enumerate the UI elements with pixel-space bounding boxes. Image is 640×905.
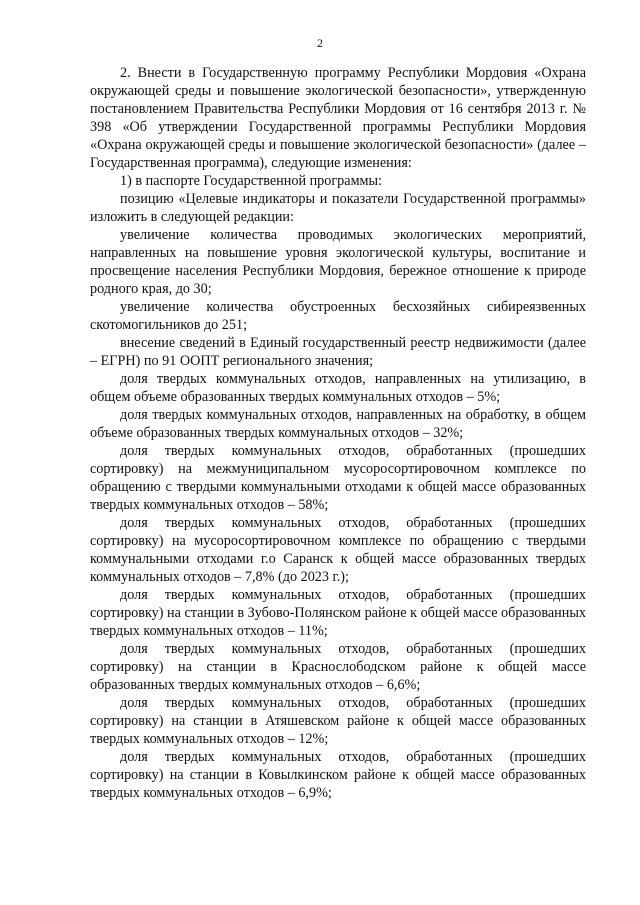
paragraph: 1) в паспорте Государственной программы: bbox=[120, 173, 383, 189]
paragraph: позицию «Целевые индикаторы и показатели Государственной программы» изложить в следующей редакции: bbox=[90, 191, 586, 225]
paragraph: увеличение количества обустроенных бесхозяйных сибиреязвенных скотомогильников до 251; bbox=[90, 299, 586, 333]
paragraph: 2. Внести в Государственную программу Республики Мордовия «Охрана окружающей среды и повышение экологической безопасности», утвержденную постановлением Правительства Республики Мордовия от 16 сентября 2013 г. № 398 «Об утверждении Государственной программы Республики Мордовия «Охрана окружающей среды и повышение экологической безопасности» (далее – Государственная программа), следующие изменения: bbox=[90, 65, 586, 171]
page-number: 2 bbox=[317, 36, 323, 50]
paragraph: доля твердых коммунальных отходов, направленных на утилизацию, в общем объеме образованных твердых коммунальных отходов – 5%; bbox=[90, 371, 586, 405]
paragraph: доля твердых коммунальных отходов, обработанных (прошедших сортировку) на станции в Зубово-Полянском районе к общей массе образованных твердых коммунальных отходов – 11%; bbox=[90, 587, 586, 639]
paragraph: доля твердых коммунальных отходов, обработанных (прошедших сортировку) на станции в Ковылкинском районе к общей массе образованных твердых коммунальных отходов – 6,9%; bbox=[90, 749, 586, 801]
paragraph: доля твердых коммунальных отходов, обработанных (прошедших сортировку) на межмуниципальном мусоросортировочном комплексе по обращению с твердыми коммунальными отходами к общей массе образованных твердых коммунальных отходов – 58%; bbox=[90, 443, 586, 513]
paragraph: доля твердых коммунальных отходов, обработанных (прошедших сортировку) на станции в Атяшевском районе к общей массе образованных твердых коммунальных отходов – 12%; bbox=[90, 695, 586, 747]
paragraph: доля твердых коммунальных отходов, обработанных (прошедших сортировку) на мусоросортировочном комплексе по обращению с твердыми коммунальными отходами г.о Саранск к общей массе образованных твердых коммунальных отходов – 7,8% (до 2023 г.); bbox=[90, 515, 586, 585]
paragraph: доля твердых коммунальных отходов, направленных на обработку, в общем объеме образованных твердых коммунальных отходов – 32%; bbox=[90, 407, 586, 441]
document-body bbox=[90, 64, 586, 802]
paragraph: внесение сведений в Единый государственный реестр недвижимости (далее – ЕГРН) по 91 ООПТ регионального значения; bbox=[90, 335, 586, 369]
paragraph: доля твердых коммунальных отходов, обработанных (прошедших сортировку) на станции в Краснослободском районе к общей массе образованных твердых коммунальных отходов – 6,6%; bbox=[90, 641, 586, 693]
paragraph: увеличение количества проводимых экологических мероприятий, направленных на повышение уровня экологической культуры, воспитание и просвещение населения Республики Мордовия, бережное отношение к природе родного края, до 30; bbox=[90, 227, 586, 297]
